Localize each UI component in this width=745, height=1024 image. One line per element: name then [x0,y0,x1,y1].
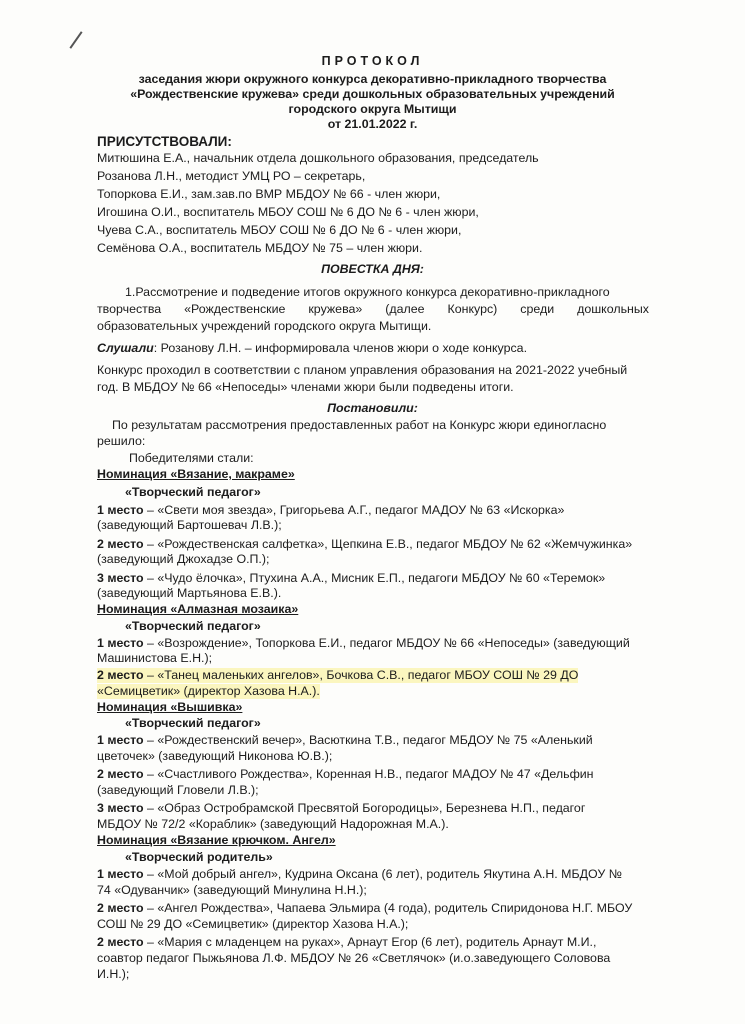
document-title: ПРОТОКОЛ [321,54,424,68]
document-subtitle-line: городского округа Мытищи [288,102,457,116]
place-label: 1 место [97,503,144,517]
agenda-item-line: образовательных учреждений городского округа Мытищи. [97,319,432,333]
result-line: И.Н.); [97,967,130,981]
result-line [97,867,622,882]
attendees-heading: ПРИСУТСТВОВАЛИ: [97,134,232,149]
attendee-line: Митюшина Е.А., начальник отдела дошкольного образования, председатель [97,151,539,165]
result-line [97,537,632,552]
result-line [97,935,596,950]
result-line: (заведующий Бартошевач Л.В.); [97,518,282,532]
result-text: – «Танец маленьких ангелов», Бочкова С.В., педагог МБОУ СОШ № 29 ДО [143,668,579,682]
place-label: 2 место [97,767,144,781]
resolved-heading: Постановили: [327,401,418,415]
result-text: – «Мой добрый ангел», Кудрина Оксана (6 лет), родитель Якутина А.Н. МБДОУ № [143,867,622,881]
result-line: СОШ № 29 ДО «Семицветик» (директор Хазова Н.А.); [97,917,409,931]
place-label: 2 место [97,935,144,949]
nomination-title: Номинация «Вышивка» [97,700,243,714]
result-line [97,636,630,651]
result-text: – «Рождественский вечер», Васюткина Т.В., педагог МБДОУ № 75 «Аленький [143,733,593,747]
place-label: 1 место [97,733,144,747]
document-subtitle-line: «Рождественские кружева» среди дошкольных образовательных учреждений [130,87,615,101]
result-line: (заведующий Мартьянова Е.В.). [97,586,282,600]
result-line: (заведующий Джохадзе О.П.); [97,552,270,566]
nomination-category: «Творческий педагог» [125,619,261,633]
result-text: – «Счастливого Рождества», Коренная Н.В., педагог МАДОУ № 47 «Дельфин [143,767,594,781]
nomination-category: «Творческий педагог» [125,485,261,499]
result-text: – «Возрождение», Топоркова Е.И., педагог МБДОУ № 66 «Непоседы» (заведующий [143,636,630,650]
attendee-line: Розанова Л.Н., методист УМЦ РО – секретарь, [97,169,366,183]
result-line: 74 «Одуванчик» (заведующий Минулина Н.Н.); [97,883,367,897]
result-line [97,503,564,518]
result-line [97,767,594,782]
heard-text: : Розанову Л.Н. – информировала членов жюри о ходе конкурса. [153,341,528,355]
result-line [97,571,605,586]
contest-info-line: Конкурс проходил в соответствии с планом управления образования на 2021-2022 учебный [97,363,628,377]
result-line [97,733,593,748]
place-label: 1 место [97,867,144,881]
result-text: – «Образ Остробрамской Пресвятой Богородицы», Березнева Н.П., педагог [143,801,586,815]
place-label: 1 место [97,636,144,650]
place-label: 2 место [97,537,144,551]
resolved-intro-line: решило: [97,434,146,448]
result-line: МБДОУ № 72/2 «Кораблик» (заведующий Надорожная М.А.). [97,817,449,831]
result-line: цветочек» (заведующий Никонова Ю.В.); [97,749,333,763]
result-line: (заведующий Гловели Л.В.); [97,783,259,797]
document-subtitle-line: заседания жюри окружного конкурса декоративно-прикладного творчества [138,72,607,86]
result-line: «Семицветик» (директор Хазова Н.А.). [97,684,320,698]
heard-line [97,341,527,356]
agenda-item-line: 1.Рассмотрение и подведение итогов окружного конкурса декоративно-прикладного [125,285,610,299]
heard-label: Слушали [97,341,154,355]
result-text: – «Ангел Рождества», Чапаева Эльмира (4 года), родитель Спиридонова Н.Г. МБОУ [143,901,633,915]
result-line: соавтор педагог Пыжьянова Л.Ф. МБДОУ № 26 «Светлячок» (и.о.заведующего Соловова [97,951,611,965]
place-label: 3 место [97,801,144,815]
contest-info-line: год. В МБДОУ № 66 «Непоседы» членами жюри были подведены итоги. [97,380,514,394]
attendee-line: Чуева С.А., воспитатель МБОУ СОШ № 6 ДО № 6 - член жюри, [97,223,462,237]
document-date: от 21.01.2022 г. [327,117,418,131]
nomination-title: Номинация «Вязание, макраме» [97,467,295,481]
place-label: 2 место [97,901,144,915]
nomination-title: Номинация «Алмазная мозаика» [97,602,299,616]
winners-label: Победителями стали: [129,451,254,465]
result-text: – «Чудо ёлочка», Птухина А.А., Мисник Е.П., педагоги МБДОУ № 60 «Теремок» [143,571,606,585]
scan-mark [69,31,82,49]
result-line [97,801,585,816]
result-text: – «Свети моя звезда», Григорьева А.Г., педагог МАДОУ № 63 «Искорка» [143,503,565,517]
agenda-heading: ПОВЕСТКА ДНЯ: [321,262,424,276]
result-line [97,668,578,683]
attendee-line: Топоркова Е.И., зам.зав.по ВМР МБДОУ № 66 - член жюри, [97,187,441,201]
nomination-category: «Творческий педагог» [125,716,261,730]
result-line: Машинистова Е.Н.); [97,651,213,665]
place-label: 2 место [97,668,144,682]
result-text: – «Мария с младенцем на руках», Арнаут Егор (6 лет), родитель Арнаут М.И., [143,935,597,949]
attendee-line: Игошина О.И., воспитатель МБОУ СОШ № 6 ДО № 6 - член жюри, [97,205,479,219]
agenda-item-line: творчества «Рождественские кружева» (далее Конкурс) среди дошкольных [97,302,649,316]
nomination-title: Номинация «Вязание крючком. Ангел» [97,833,336,847]
resolved-intro-line: По результатам рассмотрения предоставленных работ на Конкурс жюри единогласно [112,418,607,432]
result-text: – «Рождественская салфетка», Щепкина Е.В., педагог МБДОУ № 62 «Жемчужинка» [143,537,633,551]
result-line [97,901,632,916]
place-label: 3 место [97,571,144,585]
nomination-category: «Творческий родитель» [125,850,273,864]
attendee-line: Семёнова О.А., воспитатель МБДОУ № 75 – член жюри. [97,241,423,255]
